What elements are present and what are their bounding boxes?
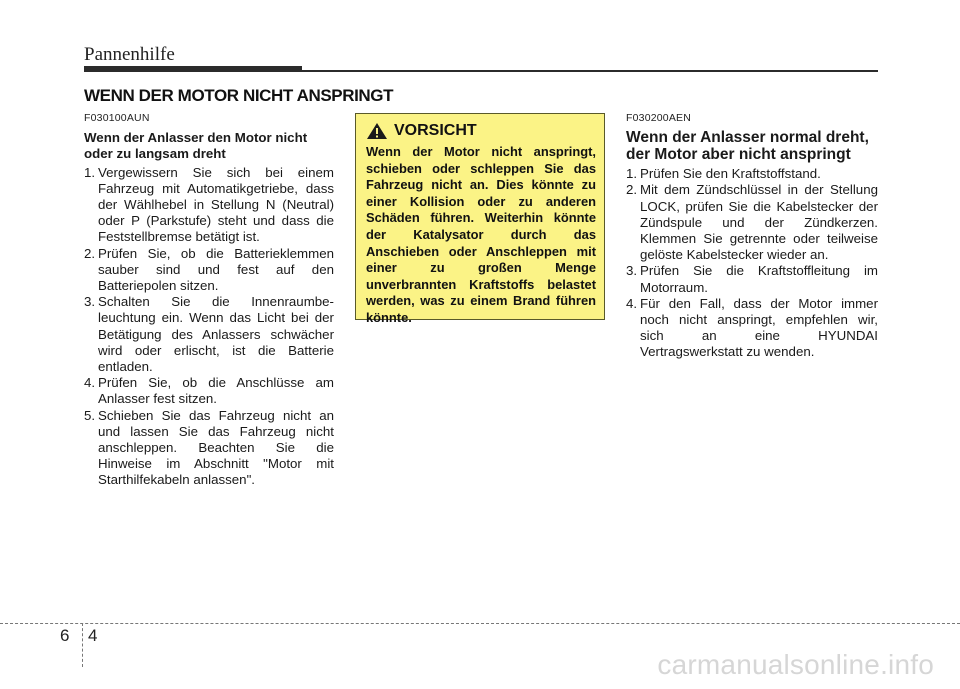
warning-text: Wenn der Motor nicht anspringt, schieben oder schleppen Sie das Fahrzeug nicht an. Dies könnte zu einer Kollision oder zu anderen Schäden führen. Weiterhin könnte der Katalysator durch das Anschieben oder Anschleppen mit einer zu großen Menge unverbrannten Kraftstoffs belastet werden, was zu einem Brand führen könnte. <box>366 144 596 325</box>
list-number: 4. <box>84 375 96 391</box>
header-bar <box>84 66 302 72</box>
list-item <box>626 182 878 263</box>
list-text: Vergewissern Sie sich bei einem Fahrzeug mit Automatikgetriebe, dass der Wählhebel in Stellung N (Neutral) oder P (Parkstufe) steht und dass die Feststellbremse betätigt ist. <box>98 164 334 245</box>
list-number: 3. <box>626 263 638 279</box>
left-column <box>84 110 334 489</box>
list-text: Prüfen Sie, ob die Batterieklemmen sauber sind und fest auf den Batteriepolen sitzen. <box>98 245 334 294</box>
list-text: Mit dem Zündschlüssel in der Stellung LOCK, prüfen Sie die Kabelstecker der Zündspule und der Zündkerzen. Klemmen Sie getrennte oder teilweise gelöste Kabelstecker wieder an. <box>640 182 878 263</box>
list-number: 1. <box>626 166 638 182</box>
list-item <box>84 165 334 246</box>
footer-rule <box>0 623 960 624</box>
subsection-heading: Wenn der Anlasser normal dreht, der Motor aber nicht anspringt <box>626 129 869 163</box>
chapter-title: Pannenhilfe <box>84 44 175 65</box>
list-item <box>626 296 878 361</box>
list-text: Für den Fall, dass der Motor immer noch nicht anspringt, empfehlen wir, sich an eine HYUNDAI Vertragswerkstatt zu wenden. <box>640 295 878 360</box>
list-text: Schieben Sie das Fahrzeug nicht an und lassen Sie das Fahrzeug nicht anschleppen. Beachten Sie die Hinweise im Abschnitt "Motor mit Starthilfekabeln anlassen". <box>98 407 334 488</box>
warning-title: VORSICHT <box>394 122 477 139</box>
list-text: Schalten Sie die Innenraumbe-leuchtung ein. Wenn das Licht bei der Betätigung des Anlassers schwächer wird oder erlischt, ist die Batterie entladen. <box>98 294 334 375</box>
list-number: 5. <box>84 407 96 423</box>
list-text: Prüfen Sie, ob die Anschlüsse am Anlasser fest sitzen. <box>98 375 334 407</box>
subsection-heading: Wenn der Anlasser den Motor nicht oder zu langsam dreht <box>84 130 308 162</box>
list-text: Prüfen Sie den Kraftstoffstand. <box>640 166 821 182</box>
page-number: 4 <box>88 626 98 645</box>
chapter-number: 6 <box>60 626 70 645</box>
list-item <box>626 263 878 295</box>
right-column <box>626 110 878 361</box>
list-number: 3. <box>84 294 96 310</box>
list-item <box>84 246 334 295</box>
list-number: 2. <box>84 245 96 261</box>
warning-box <box>355 113 605 325</box>
reference-code: F030200AEN <box>626 112 692 124</box>
section-title: WENN DER MOTOR NICHT ANSPRINGT <box>84 86 394 105</box>
list-number: 4. <box>626 295 638 311</box>
list-item <box>84 375 334 407</box>
watermark: carmanualsonline.info <box>657 649 934 680</box>
list-text: Prüfen Sie die Kraftstoffleitung im Motorraum. <box>640 263 878 295</box>
list-number: 2. <box>626 182 638 198</box>
warning-triangle-icon <box>366 122 388 140</box>
header-rule <box>302 70 878 72</box>
reference-code: F030100AUN <box>84 112 150 124</box>
list-item <box>626 166 878 182</box>
footer-divider <box>82 623 83 667</box>
list-item <box>84 408 334 489</box>
list-item <box>84 294 334 375</box>
list-number: 1. <box>84 164 96 180</box>
warning-header <box>366 122 596 140</box>
